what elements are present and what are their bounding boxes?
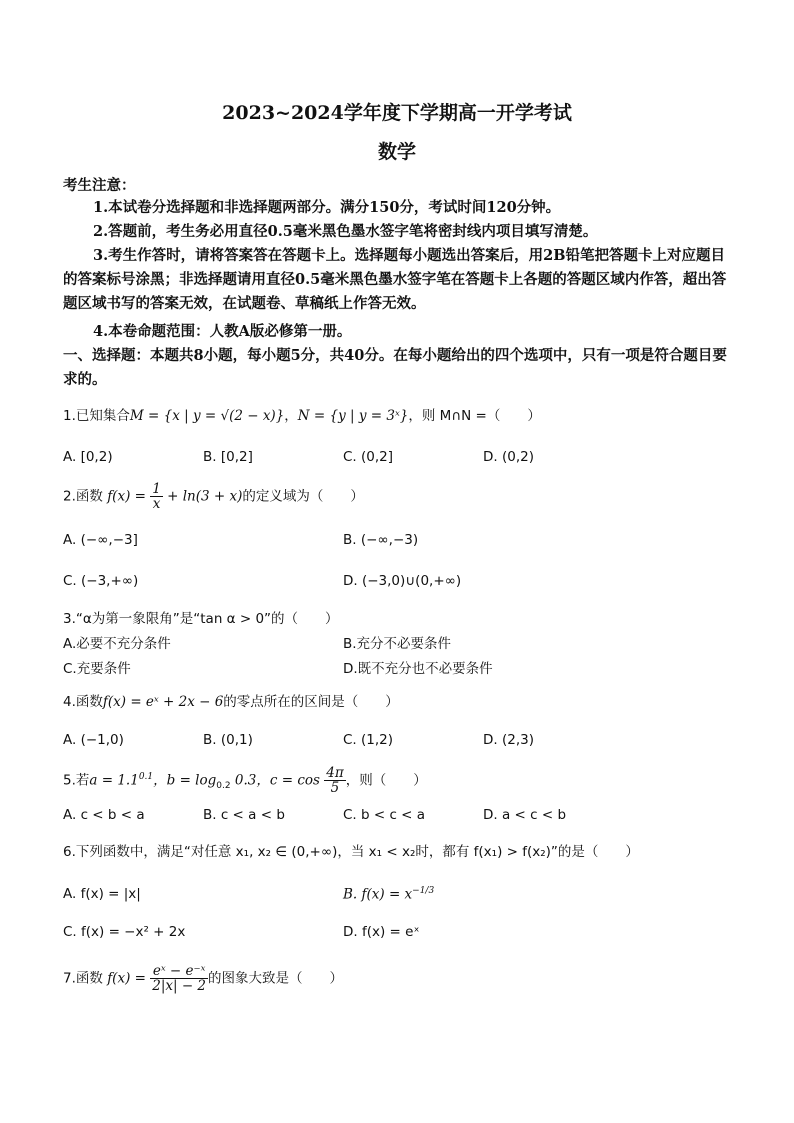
q6-option-d: D. f(x) = eˣ	[343, 924, 420, 940]
q4-func: f(x) = eˣ + 2x − 6	[102, 694, 224, 710]
q7-fraction	[150, 964, 208, 993]
q1-option-d: D. (0,2)	[483, 449, 534, 465]
q7-frac-den: 2|x| − 2	[152, 978, 207, 994]
q3-option-c: C.充要条件	[63, 661, 131, 677]
q1-option-b: B. [0,2]	[203, 449, 253, 465]
question-4	[63, 690, 399, 710]
q5-option-a: A. c < b < a	[63, 807, 145, 823]
section-1-heading: 一、选择题：本题共8小题，每小题5分，共40分。在每小题给出的四个选项中，只有一项是符合题目要求的。	[63, 347, 727, 388]
q1-set-m: M = {x | y = √(2 − x)}	[129, 408, 285, 424]
q1-option-a: A. [0,2)	[63, 449, 113, 465]
q2-frac-den: x	[152, 496, 161, 512]
q5-b-arg: 0.3	[230, 772, 257, 789]
q6-option-a: A. f(x) = |x|	[63, 886, 141, 902]
exam-title: 2023~2024学年度下学期高一开学考试	[222, 102, 572, 124]
q5-option-b: B. c < a < b	[203, 807, 285, 823]
subject-title: 数学	[377, 141, 416, 163]
notice-item-2: 2.答题前，考生务必用直径0.5毫米黑色墨水签字笔将密封线内项目填写清楚。	[93, 223, 598, 240]
q2-func-left: f(x) =	[107, 488, 146, 505]
q4-option-a: A. (−1,0)	[63, 732, 124, 748]
question-3: 3.“α为第一象限角”是“tan α > 0”的（ ）	[63, 611, 339, 627]
q3-option-b: B.充分不必要条件	[343, 636, 452, 652]
q4-option-d: D. (2,3)	[483, 732, 534, 748]
question-5	[63, 766, 427, 795]
q5-b-expr: ，b = log	[153, 772, 217, 789]
q2-frac-num: 1	[152, 481, 161, 497]
q2-option-b: B. (−∞,−3)	[343, 532, 419, 548]
q2-fraction	[150, 482, 163, 511]
q2-suffix: 的定义域为（ ）	[242, 488, 364, 505]
q5-c-num: 4π	[326, 765, 344, 781]
q2-option-d: D. (−3,0)∪(0,+∞)	[343, 573, 462, 589]
q5-c-fraction	[324, 766, 345, 795]
q7-func-left: f(x) =	[107, 970, 146, 987]
q7-suffix: 的图象大致是（ ）	[208, 970, 344, 987]
question-7	[63, 964, 343, 993]
q6-option-b	[343, 886, 434, 903]
q1-prefix: 1.已知集合	[63, 408, 130, 424]
q5-a-expr: a = 1.1	[89, 772, 139, 789]
question-2	[63, 482, 364, 511]
q1-option-c: C. (0,2]	[343, 449, 394, 465]
q7-frac-num: eˣ − e⁻ˣ	[150, 964, 208, 979]
q5-suffix: ，则（ ）	[345, 772, 427, 789]
q4-option-c: C. (1,2)	[343, 732, 394, 748]
q3-option-d: D.既不充分也不必要条件	[343, 661, 493, 677]
q5-a-exponent: 0.1	[138, 772, 154, 782]
q1-ask: ，则 M∩N =（ ）	[408, 408, 541, 424]
question-6: 6.下列函数中，满足“对任意 x₁, x₂ ∈ (0,+∞)，当 x₁ < x₂时，都有 f(x₁) > f(x₂)”的是（ ）	[63, 844, 639, 860]
notice-item-4: 4.本卷命题范围：人教A版必修第一册。	[93, 323, 352, 340]
q5-c-expr: ，c = cos	[256, 772, 320, 789]
q4-prefix: 4.函数	[63, 694, 103, 710]
notice-item-3: 3.考生作答时，请将答案答在答题卡上。选择题每小题选出答案后，用2B铅笔把答题卡上对应题目的答案标号涂黑；非选择题请用直径0.5毫米黑色墨水签字笔在答题卡上各题的答题区域内作答，超出答题区域书写的答案无效，在试题卷、草稿纸上作答无效。	[63, 247, 727, 312]
q1-separator: ，	[284, 408, 298, 424]
q6-option-c: C. f(x) = −x² + 2x	[63, 924, 186, 940]
q2-func-right: + ln(3 + x)	[167, 488, 243, 505]
question-1	[63, 404, 541, 424]
q4-suffix: 的零点所在的区间是（ ）	[223, 694, 399, 710]
q7-prefix: 7.函数	[63, 970, 103, 987]
q3-option-a: A.必要不充分条件	[63, 636, 171, 652]
q5-b-base: 0.2	[216, 781, 231, 792]
q4-option-b: B. (0,1)	[203, 732, 253, 748]
notice-heading: 考生注意：	[63, 177, 136, 194]
q2-prefix: 2.函数	[63, 488, 103, 505]
q5-prefix: 5.若	[63, 772, 90, 789]
q6-option-b-base: B. f(x) = x	[343, 886, 413, 903]
q5-option-d: D. a < c < b	[483, 807, 567, 823]
notice-item-1: 1.本试卷分选择题和非选择题两部分。满分150分，考试时间120分钟。	[93, 199, 561, 216]
q2-option-c: C. (−3,+∞)	[63, 573, 139, 589]
q2-option-a: A. (−∞,−3]	[63, 532, 138, 548]
q6-option-b-exponent: −1/3	[412, 886, 435, 896]
q5-option-c: C. b < c < a	[343, 807, 426, 823]
q1-set-n: N = {y | y = 3ˣ}	[297, 408, 409, 424]
q5-c-den: 5	[330, 780, 340, 796]
